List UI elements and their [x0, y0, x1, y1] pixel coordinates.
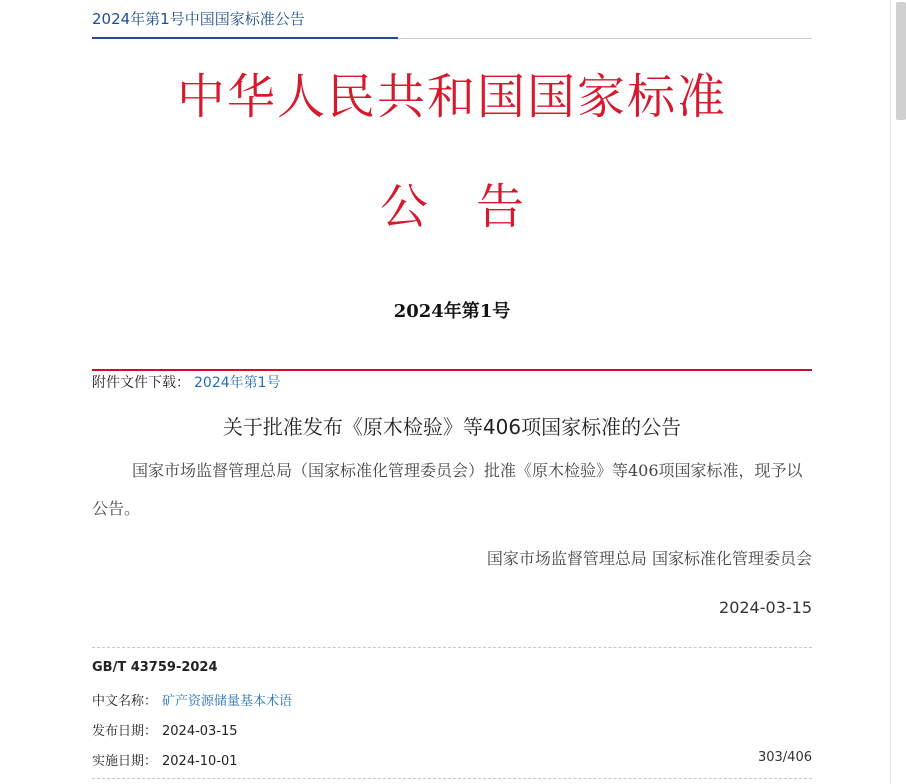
notice-date: 2024-03-15: [719, 598, 812, 617]
standard-name-link[interactable]: 矿产资源储量基本术语: [162, 694, 293, 709]
attachment-row: [92, 372, 281, 392]
implement-date-label: 实施日期：: [92, 754, 158, 769]
divider: [92, 778, 812, 779]
announcement-title: 公 告: [379, 179, 524, 235]
scrollbar-thumb[interactable]: [896, 2, 906, 120]
standard-name-row: [92, 690, 292, 709]
attachment-label: 附件文件下载：: [92, 375, 190, 391]
notice-signature: 国家市场监督管理总局 国家标准化管理委员会: [486, 549, 812, 568]
attachment-download-link[interactable]: 2024年第1号: [194, 375, 281, 391]
header-rule: [398, 38, 812, 39]
divider: [92, 647, 812, 648]
publish-date-value: 2024-03-15: [162, 724, 238, 739]
implement-date-row: [92, 750, 238, 769]
publish-date-row: [92, 720, 238, 739]
notice-body: 国家市场监督管理总局（国家标准化管理委员会）批准《原木检验》等406项国家标准，现予以公告。: [92, 461, 803, 518]
pagination-counter: 303/406: [757, 750, 812, 765]
issue-number: 2024年第1号: [393, 301, 511, 322]
standard-name-label: 中文名称：: [92, 694, 158, 709]
standard-code: GB/T 43759-2024: [92, 660, 218, 675]
header-rule-accent: [92, 37, 398, 39]
page-header-title: 2024年第1号中国国家标准公告: [92, 10, 305, 28]
implement-date-value: 2024-10-01: [162, 754, 238, 769]
publish-date-label: 发布日期：: [92, 724, 158, 739]
red-divider: [92, 369, 812, 371]
notice-heading: 关于批准发布《原木检验》等406项国家标准的公告: [222, 415, 682, 439]
document-main-title: 中华人民共和国国家标准: [176, 69, 727, 125]
